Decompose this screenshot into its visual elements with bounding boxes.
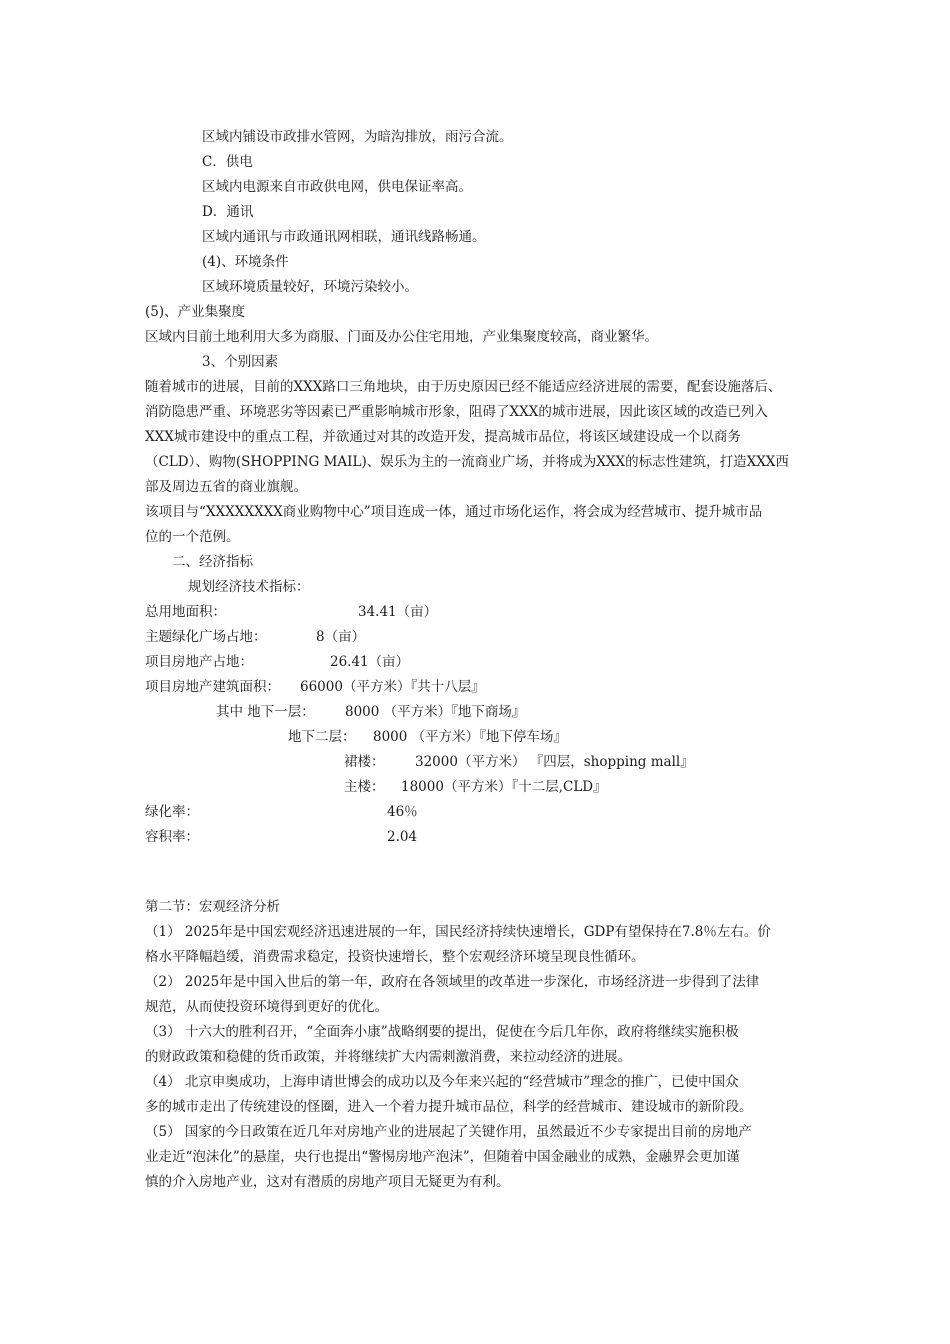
realestate-area-value: 26.41（亩）	[330, 654, 410, 670]
comm-heading: D．通讯	[202, 204, 254, 220]
podium-value: 32000（平方米） 『四层，shopping mall』	[415, 754, 694, 770]
macro-item-line: （4） 北京申奥成功，上海申请世博会的成功以及今年来兴起的“经营城市”理念的推广，已使中国众	[145, 1074, 739, 1090]
macro-item-line: （5） 国家的今日政策在近几年对房地产业的进展起了关键作用，虽然最近不少专家提出目前的房地产	[145, 1124, 752, 1140]
paragraph-line: 部及周边五省的商业旗舰。	[145, 479, 307, 495]
paragraph-line: 随着城市的进展，目前的XXX路口三角地块，由于历史原因已经不能适应经济进展的需要，配套设施落后、	[145, 379, 782, 395]
macro-item-line: 多的城市走出了传统建设的怪圈，进入一个着力提升城市品位，科学的经营城市、建设城市的新阶段。	[145, 1099, 753, 1115]
basement2-value: 8000 （平方米）『地下停车场』	[373, 729, 567, 745]
green-rate-value: 46％	[387, 804, 418, 820]
basement1-label: 其中 地下一层：	[216, 704, 315, 720]
realestate-area-label: 项目房地产占地：	[145, 654, 253, 670]
macro-item-line: 业走近“泡沫化”的悬崖，央行也提出“警惕房地产泡沫”，但随着中国金融业的成熟，金融界会更加谨	[145, 1149, 740, 1165]
macro-item-line: 慎的介入房地产业，这对有潜质的房地产项目无疑更为有利。	[145, 1174, 510, 1190]
building-area-value: 66000（平方米）『共十八层』	[300, 679, 485, 695]
basement1-value: 8000 （平方米）『地下商场』	[345, 704, 526, 720]
individual-heading: 3、个别因素	[202, 354, 279, 370]
paragraph-line: XXX城市建设中的重点工程，并欲通过对其的改造开发，提高城市品位，将该区域建设成一个以商务	[145, 429, 741, 445]
green-rate-label: 绿化率：	[145, 804, 199, 820]
macro-item-line: （3） 十六大的胜利召开，“全面奔小康”战略纲要的提出，促使在今后几年你，政府将继续实施积极	[145, 1024, 739, 1040]
total-area-value: 34.41（亩）	[358, 604, 438, 620]
economic-heading: 二、经济指标	[172, 554, 253, 570]
drainage-text: 区域内铺设市政排水管网，为暗沟排放，雨污合流。	[202, 129, 513, 145]
green-plaza-label: 主题绿化广场占地：	[145, 629, 267, 645]
building-area-label: 项目房地产建筑面积：	[145, 679, 280, 695]
green-plaza-value: 8（亩）	[316, 629, 366, 645]
total-area-label: 总用地面积：	[145, 604, 226, 620]
paragraph-line: 位的一个范例。	[145, 529, 240, 545]
macro-item-line: （2） 2025年是中国入世后的第一年，政府在各领域里的改革进一步深化，市场经济进一步得到了法律	[145, 974, 760, 990]
power-heading: C．供电	[202, 154, 253, 170]
podium-label: 裙楼：	[344, 754, 385, 770]
industry-heading: (5)、产业集聚度	[145, 304, 246, 320]
macro-item-line: 格水平降幅趋缓，消费需求稳定，投资快速增长，整个宏观经济环境呈现良性循环。	[145, 949, 645, 965]
far-value: 2.04	[387, 829, 418, 845]
main-tower-value: 18000（平方米）『十二层,CLD』	[401, 779, 607, 795]
env-text: 区域环境质量较好，环境污染较小。	[202, 279, 418, 295]
paragraph-line: 该项目与“XXXXXXXX商业购物中心”项目连成一体，通过市场化运作，将会成为经营城市、提升城市品	[145, 504, 763, 520]
main-tower-label: 主楼：	[344, 779, 385, 795]
macro-item-line: 的财政政策和稳健的货币政策，并将继续扩大内需刺激消费，来拉动经济的进展。	[145, 1049, 631, 1065]
power-text: 区域内电源来自市政供电网，供电保证率高。	[202, 179, 472, 195]
macro-item-line: （1） 2025年是中国宏观经济迅速进展的一年，国民经济持续快速增长，GDP有望保持在7.8％左右。价	[145, 924, 771, 940]
basement2-label: 地下二层：	[288, 729, 356, 745]
paragraph-line: （CLD）、购物(SHOPPING MAIL)、娱乐为主的一流商业广场，并将成为XXX的标志性建筑，打造XXX西	[145, 454, 789, 470]
macro-heading: 第二节：宏观经济分析	[145, 899, 280, 915]
economic-subheading: 规划经济技术指标：	[188, 579, 310, 595]
far-label: 容积率：	[145, 829, 199, 845]
env-heading: (4)、环境条件	[202, 254, 289, 270]
macro-item-line: 规范，从而使投资环境得到更好的优化。	[145, 999, 388, 1015]
comm-text: 区域内通讯与市政通讯网相联，通讯线路畅通。	[202, 229, 486, 245]
paragraph-line: 消防隐患严重、环境恶劣等因素已严重影响城市形象，阻碍了XXX的城市进展，因此该区域的改造已列入	[145, 404, 768, 420]
industry-text: 区域内目前土地利用大多为商服、门面及办公住宅用地，产业集聚度较高，商业繁华。	[145, 329, 658, 345]
